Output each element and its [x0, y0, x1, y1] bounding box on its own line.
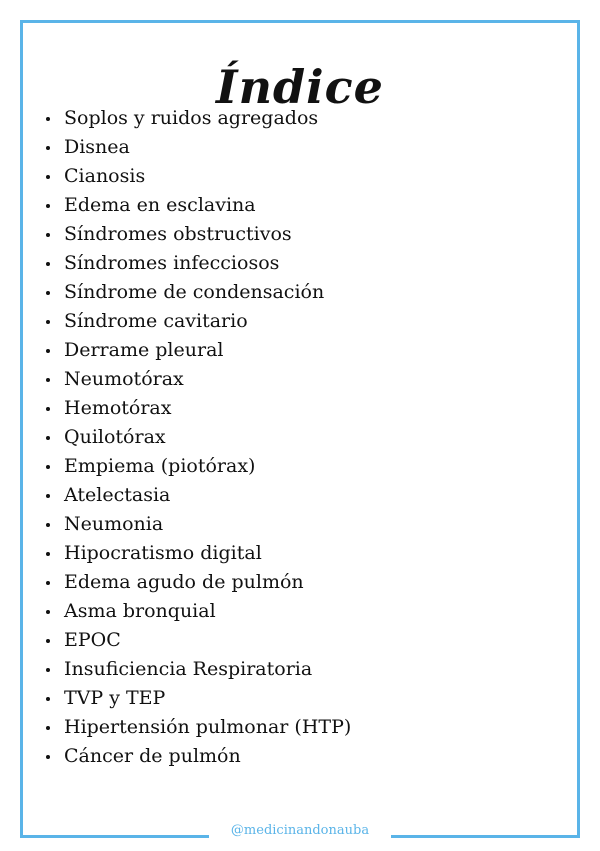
index-item	[44, 423, 351, 452]
index-item	[44, 133, 351, 162]
index-item	[44, 597, 351, 626]
index-item	[44, 568, 351, 597]
index-item-label: Insuficiencia Respiratoria	[64, 658, 313, 680]
bullet-icon	[46, 291, 50, 295]
bullet-icon	[46, 204, 50, 208]
bullet-icon	[46, 349, 50, 353]
bullet-icon	[46, 610, 50, 614]
bullet-icon	[46, 523, 50, 527]
index-item	[44, 713, 351, 742]
bullet-icon	[46, 378, 50, 382]
bullet-icon	[46, 320, 50, 324]
index-item	[44, 452, 351, 481]
bullet-icon	[46, 697, 50, 701]
index-item-label: EPOC	[64, 629, 121, 651]
bullet-icon	[46, 233, 50, 237]
index-item	[44, 220, 351, 249]
footer-handle: @medicinandonauba	[209, 822, 391, 840]
index-item	[44, 307, 351, 336]
bullet-icon	[46, 262, 50, 266]
index-item-label: Cianosis	[64, 165, 146, 187]
index-item-label: Empiema (piotórax)	[64, 455, 256, 477]
index-item	[44, 481, 351, 510]
bullet-icon	[46, 668, 50, 672]
index-item	[44, 104, 351, 133]
bullet-icon	[46, 726, 50, 730]
index-item-label: Síndrome de condensación	[64, 281, 325, 303]
bullet-icon	[46, 407, 50, 411]
bullet-icon	[46, 465, 50, 469]
index-item-label: TVP y TEP	[64, 687, 166, 709]
index-item	[44, 162, 351, 191]
index-item-label: Quilotórax	[64, 426, 166, 448]
index-item-label: Cáncer de pulmón	[64, 745, 241, 767]
index-item-label: Hemotórax	[64, 397, 172, 419]
index-item-label: Soplos y ruidos agregados	[64, 107, 319, 129]
index-item-label: Neumotórax	[64, 368, 184, 390]
bullet-icon	[46, 175, 50, 179]
index-item	[44, 742, 351, 771]
bullet-icon	[46, 436, 50, 440]
bullet-icon	[46, 581, 50, 585]
index-item-label: Disnea	[64, 136, 130, 158]
index-item	[44, 539, 351, 568]
index-item-label: Atelectasia	[64, 484, 171, 506]
index-list	[44, 104, 351, 771]
index-item-label: Hipertensión pulmonar (HTP)	[64, 716, 352, 738]
bullet-icon	[46, 146, 50, 150]
index-item-label: Neumonia	[64, 513, 164, 535]
index-item-label: Síndromes infecciosos	[64, 252, 280, 274]
footer	[0, 819, 600, 840]
index-item	[44, 655, 351, 684]
bullet-icon	[46, 552, 50, 556]
index-item-label: Derrame pleural	[64, 339, 224, 361]
index-item	[44, 191, 351, 220]
bullet-icon	[46, 117, 50, 121]
index-item	[44, 684, 351, 713]
index-item-label: Edema en esclavina	[64, 194, 256, 216]
index-item-label: Edema agudo de pulmón	[64, 571, 304, 593]
index-item-label: Síndrome cavitario	[64, 310, 248, 332]
index-item	[44, 249, 351, 278]
page-title: Índice	[216, 59, 384, 114]
index-item-label: Asma bronquial	[64, 600, 216, 622]
index-item	[44, 510, 351, 539]
bullet-icon	[46, 755, 50, 759]
index-item	[44, 336, 351, 365]
index-item	[44, 394, 351, 423]
index-item	[44, 626, 351, 655]
bullet-icon	[46, 494, 50, 498]
index-item-label: Hipocratismo digital	[64, 542, 262, 564]
index-item	[44, 365, 351, 394]
bullet-icon	[46, 639, 50, 643]
index-item-label: Síndromes obstructivos	[64, 223, 292, 245]
index-item	[44, 278, 351, 307]
